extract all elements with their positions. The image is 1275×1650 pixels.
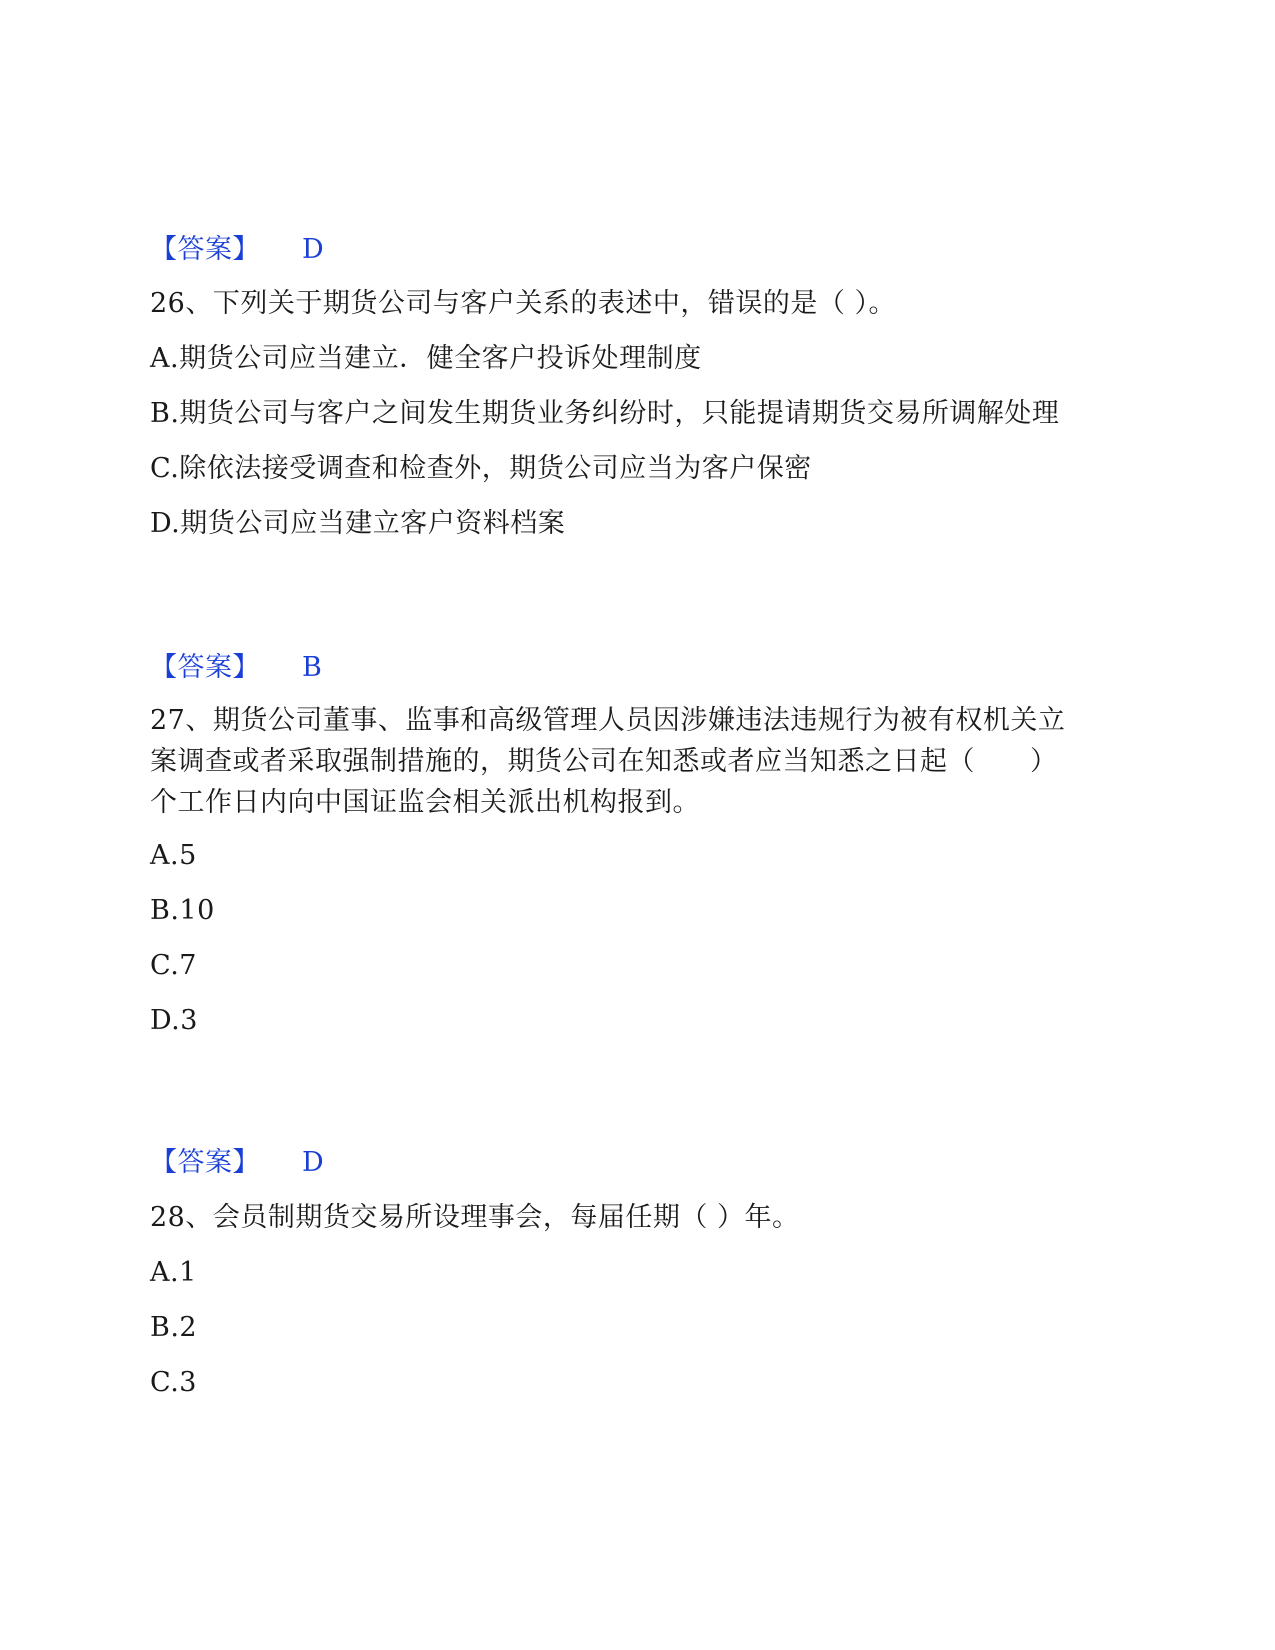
answer-value: B: [302, 652, 323, 683]
q27-option-d: D.3: [150, 1005, 198, 1036]
answer-line-q26: [150, 648, 322, 688]
answer-label: 【答案】: [150, 234, 260, 265]
q26-option-d: D.期货公司应当建立客户资料档案: [150, 508, 566, 539]
question-26-text: 26、下列关于期货公司与客户关系的表述中，错误的是（ ）。: [150, 288, 896, 319]
question-27-line-3: 个工作日内向中国证监会相关派出机构报到。: [150, 787, 700, 818]
q27-option-c: C.7: [150, 950, 197, 981]
answer-value: D: [302, 234, 325, 265]
q27-option-a: A.5: [150, 840, 197, 871]
q28-option-c: C.3: [150, 1367, 197, 1398]
question-28-text: 28、会员制期货交易所设理事会，每届任期（ ）年。: [150, 1202, 800, 1233]
answer-line-q27: [150, 1143, 324, 1183]
q28-option-b: B.2: [150, 1312, 198, 1343]
q26-option-b: B.期货公司与客户之间发生期货业务纠纷时，只能提请期货交易所调解处理: [150, 398, 1060, 429]
answer-label: 【答案】: [150, 652, 260, 683]
answer-value: D: [302, 1147, 325, 1178]
q26-option-a: A.期货公司应当建立．健全客户投诉处理制度: [150, 343, 702, 374]
question-27-line-1: 27、期货公司董事、监事和高级管理人员因涉嫌违法违规行为被有权机关立: [150, 705, 1066, 736]
answer-label: 【答案】: [150, 1147, 260, 1178]
q27-option-b: B.10: [150, 895, 215, 926]
q26-option-c: C.除依法接受调查和检查外，期货公司应当为客户保密: [150, 453, 812, 484]
question-27-line-2: 案调查或者采取强制措施的，期货公司在知悉或者应当知悉之日起（ ）: [150, 746, 1058, 777]
q28-option-a: A.1: [150, 1257, 197, 1288]
answer-line-q25: [150, 230, 324, 270]
